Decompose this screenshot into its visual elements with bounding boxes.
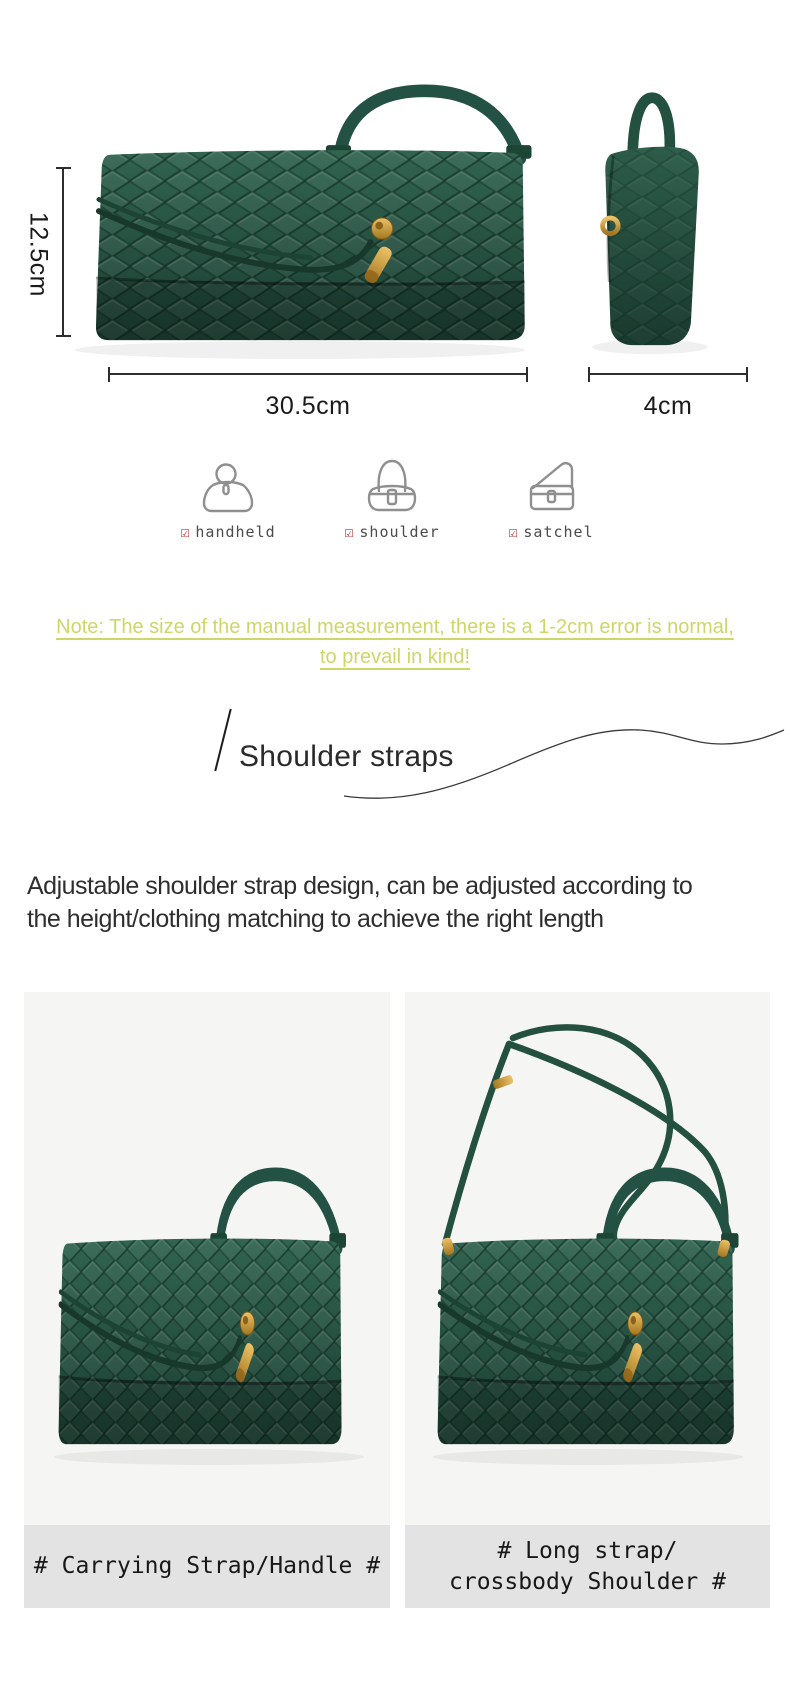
measurement-note <box>0 612 790 672</box>
description-line-2: the height/clothing matching to achieve the right length <box>27 905 604 933</box>
caption-line: # Carrying Strap/Handle # <box>33 1553 381 1579</box>
carry-style-shoulder <box>326 454 458 541</box>
front-bag-shadow <box>75 341 525 359</box>
front-view-bag <box>96 91 532 340</box>
depth-dimension-label: 4cm <box>643 392 693 420</box>
checked-checkbox-icon: ☑ <box>180 523 191 541</box>
width-dimension-line <box>108 373 528 375</box>
product-front-and-side-photo <box>0 0 790 415</box>
shoulder-bag-icon <box>326 454 458 514</box>
satchel-bag-icon <box>485 454 617 514</box>
handheld-bag-icon <box>162 454 294 514</box>
section-title: Shoulder straps <box>239 740 454 773</box>
section-slash-decoration <box>214 709 231 772</box>
carry-style-satchel <box>485 454 617 541</box>
gallery-item-crossbody <box>405 992 770 1608</box>
note-line-1: Note: The size of the manual measurement, there is a 1-2cm error is normal, <box>56 616 734 638</box>
carry-style-label: ☑ satchel <box>508 523 594 541</box>
gallery-photo-handle <box>24 992 390 1525</box>
gallery-item-handle <box>24 992 390 1608</box>
long-shoulder-strap <box>445 1027 725 1248</box>
height-dimension-line <box>62 167 64 337</box>
gallery-caption <box>405 1525 770 1608</box>
product-description <box>27 870 692 936</box>
gallery-photo-crossbody <box>405 992 770 1525</box>
carry-style-label: ☑ handheld <box>180 523 276 541</box>
carry-style-label: ☑ shoulder <box>344 523 440 541</box>
caption-line: # Long strap/ <box>497 1537 678 1564</box>
note-line-2: to prevail in kind! <box>319 646 471 668</box>
section-curve-decoration <box>330 712 790 807</box>
side-view-bag <box>603 98 699 345</box>
checked-checkbox-icon: ☑ <box>508 523 519 541</box>
checked-checkbox-icon: ☑ <box>344 523 355 541</box>
gallery-caption <box>24 1525 390 1608</box>
description-line-1: Adjustable shoulder strap design, can be adjusted according to <box>27 872 693 900</box>
width-dimension-label: 30.5cm <box>265 392 351 420</box>
carry-style-handheld <box>162 454 294 541</box>
caption-line: crossbody Shoulder # <box>449 1568 726 1595</box>
height-dimension-label: 12.5cm <box>24 212 53 297</box>
depth-dimension-line <box>588 373 748 375</box>
